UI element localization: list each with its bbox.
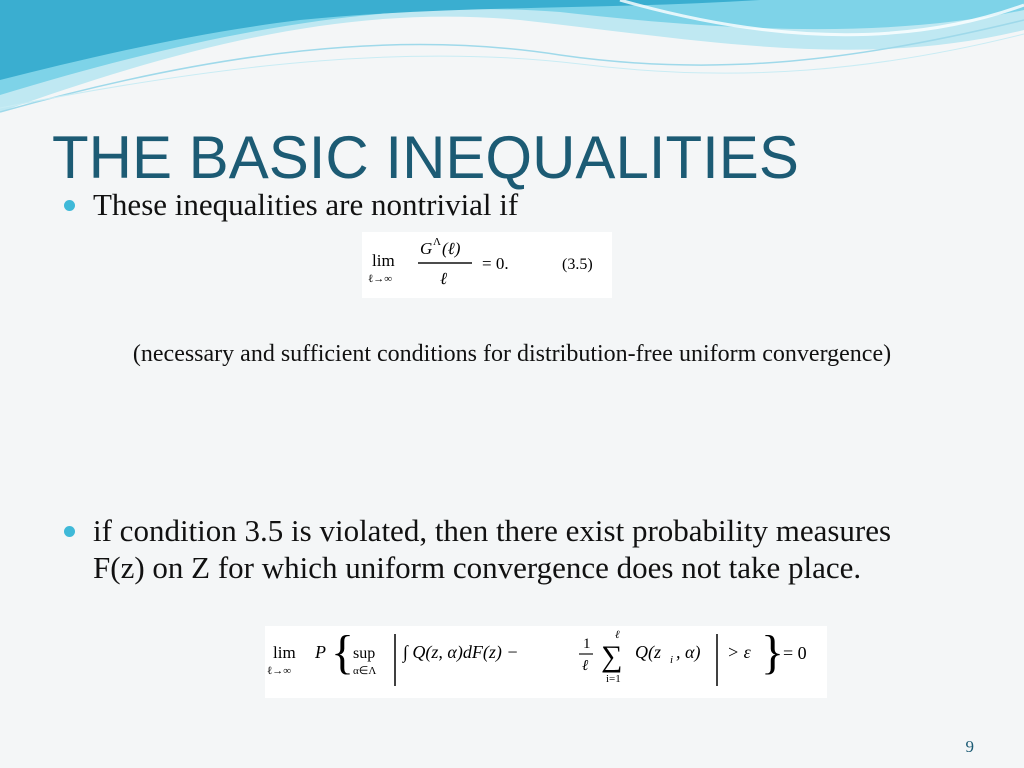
- sum-symbol: ∑: [601, 640, 623, 673]
- equals-zero: = 0.: [482, 254, 509, 273]
- lim-text: lim: [372, 251, 395, 270]
- sup-subscript: α∈Λ: [353, 665, 377, 677]
- sum-term-end: , α): [676, 642, 701, 662]
- lim-subscript: ℓ→∞: [267, 665, 292, 677]
- denominator: ℓ: [440, 269, 448, 288]
- bullet-text-1: These inequalities are nontrivial if: [93, 187, 519, 222]
- numerator-superscript: Λ: [433, 236, 441, 248]
- bullet-dot-icon: [64, 526, 75, 537]
- uniform-convergence-formula: [265, 626, 827, 698]
- greater-than-epsilon: > ε: [727, 642, 751, 662]
- sum-term: Q(z: [635, 642, 661, 662]
- frac-numerator: 1: [583, 636, 591, 652]
- numerator-G: G: [420, 239, 433, 258]
- lim-text: lim: [273, 643, 296, 662]
- frac-denominator: ℓ: [582, 658, 589, 674]
- equals-zero: = 0: [783, 643, 807, 663]
- left-brace: {: [331, 626, 355, 679]
- bullet-item-1: [64, 186, 518, 223]
- bullet-dot-icon: [64, 200, 75, 211]
- equation-label: (3.5): [562, 256, 593, 273]
- bullet-item-2: [64, 512, 934, 586]
- formula-3-5: [362, 232, 612, 298]
- conditions-note: (necessary and sufficient conditions for distribution-free uniform convergence): [132, 341, 892, 367]
- sup-text: sup: [353, 645, 376, 662]
- lim-subscript: ℓ→∞: [368, 273, 393, 285]
- slide-title: THE BASIC INEQUALITIES: [52, 124, 799, 191]
- page-number: 9: [965, 737, 974, 756]
- formula-2-svg: [265, 626, 827, 698]
- right-brace: }: [761, 626, 785, 679]
- sum-term-subscript: i: [670, 654, 674, 666]
- prob-P: P: [315, 642, 326, 662]
- integral-expression: ∫ Q(z, α)dF(z) −: [403, 642, 519, 662]
- sum-lower: i=1: [606, 673, 621, 685]
- sum-upper: ℓ: [615, 629, 620, 641]
- formula-3-5-svg: [362, 232, 612, 298]
- header-wave-decoration: [0, 0, 1024, 130]
- numerator-argument: (ℓ): [442, 239, 461, 258]
- bullet-text-2: if condition 3.5 is violated, then there exist probability measures F(z) on Z for which uniform convergence does not take place.: [93, 513, 892, 585]
